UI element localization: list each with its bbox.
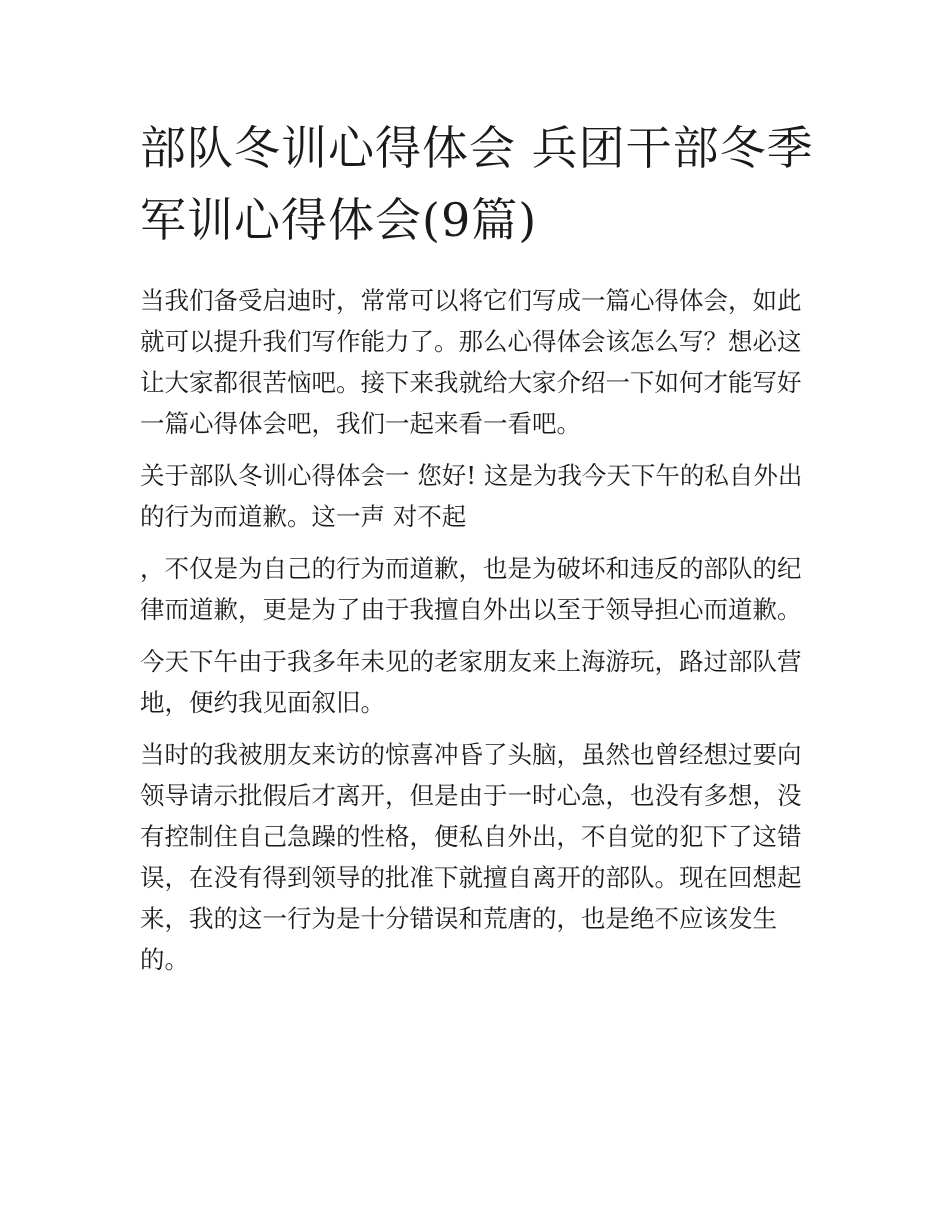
document-body [140, 280, 820, 991]
document-title: 部队冬训心得体会 兵团干部冬季军训心得体会(9篇) [140, 121, 814, 247]
paragraph-apology: ，不仅是为自己的行为而道歉，也是为破坏和违反的部队的纪律而道歉，更是为了由于我擅自外出以至于领导担心而道歉。 [140, 554, 802, 624]
paragraph-reflection: 当时的我被朋友来访的惊喜冲昏了头脑，虽然也曾经想过要向领导请示批假后才离开，但是由于一时心急，也没有多想，没有控制住自己急躁的性格，便私自外出，不自觉的犯下了这错误，在没有得到领导的批准下就擅自离开的部队。现在回想起来，我的这一行为是十分错误和荒唐的，也是绝不应该发生的。 [140, 740, 802, 974]
paragraph-intro: 当我们备受启迪时，常常可以将它们写成一篇心得体会，如此就可以提升我们写作能力了。那么心得体会该怎么写？想必这让大家都很苦恼吧。接下来我就给大家介绍一下如何才能写好一篇心得体会吧，我们一起来看一看吧。 [140, 286, 802, 438]
paragraph-reason: 今天下午由于我多年未见的老家朋友来上海游玩，路过部队营地，便约我见面叙旧。 [140, 647, 802, 717]
paragraph-greeting: 关于部队冬训心得体会一 您好! 这是为我今天下午的私自外出的行为而道歉。这一声 对不起 [140, 461, 803, 531]
